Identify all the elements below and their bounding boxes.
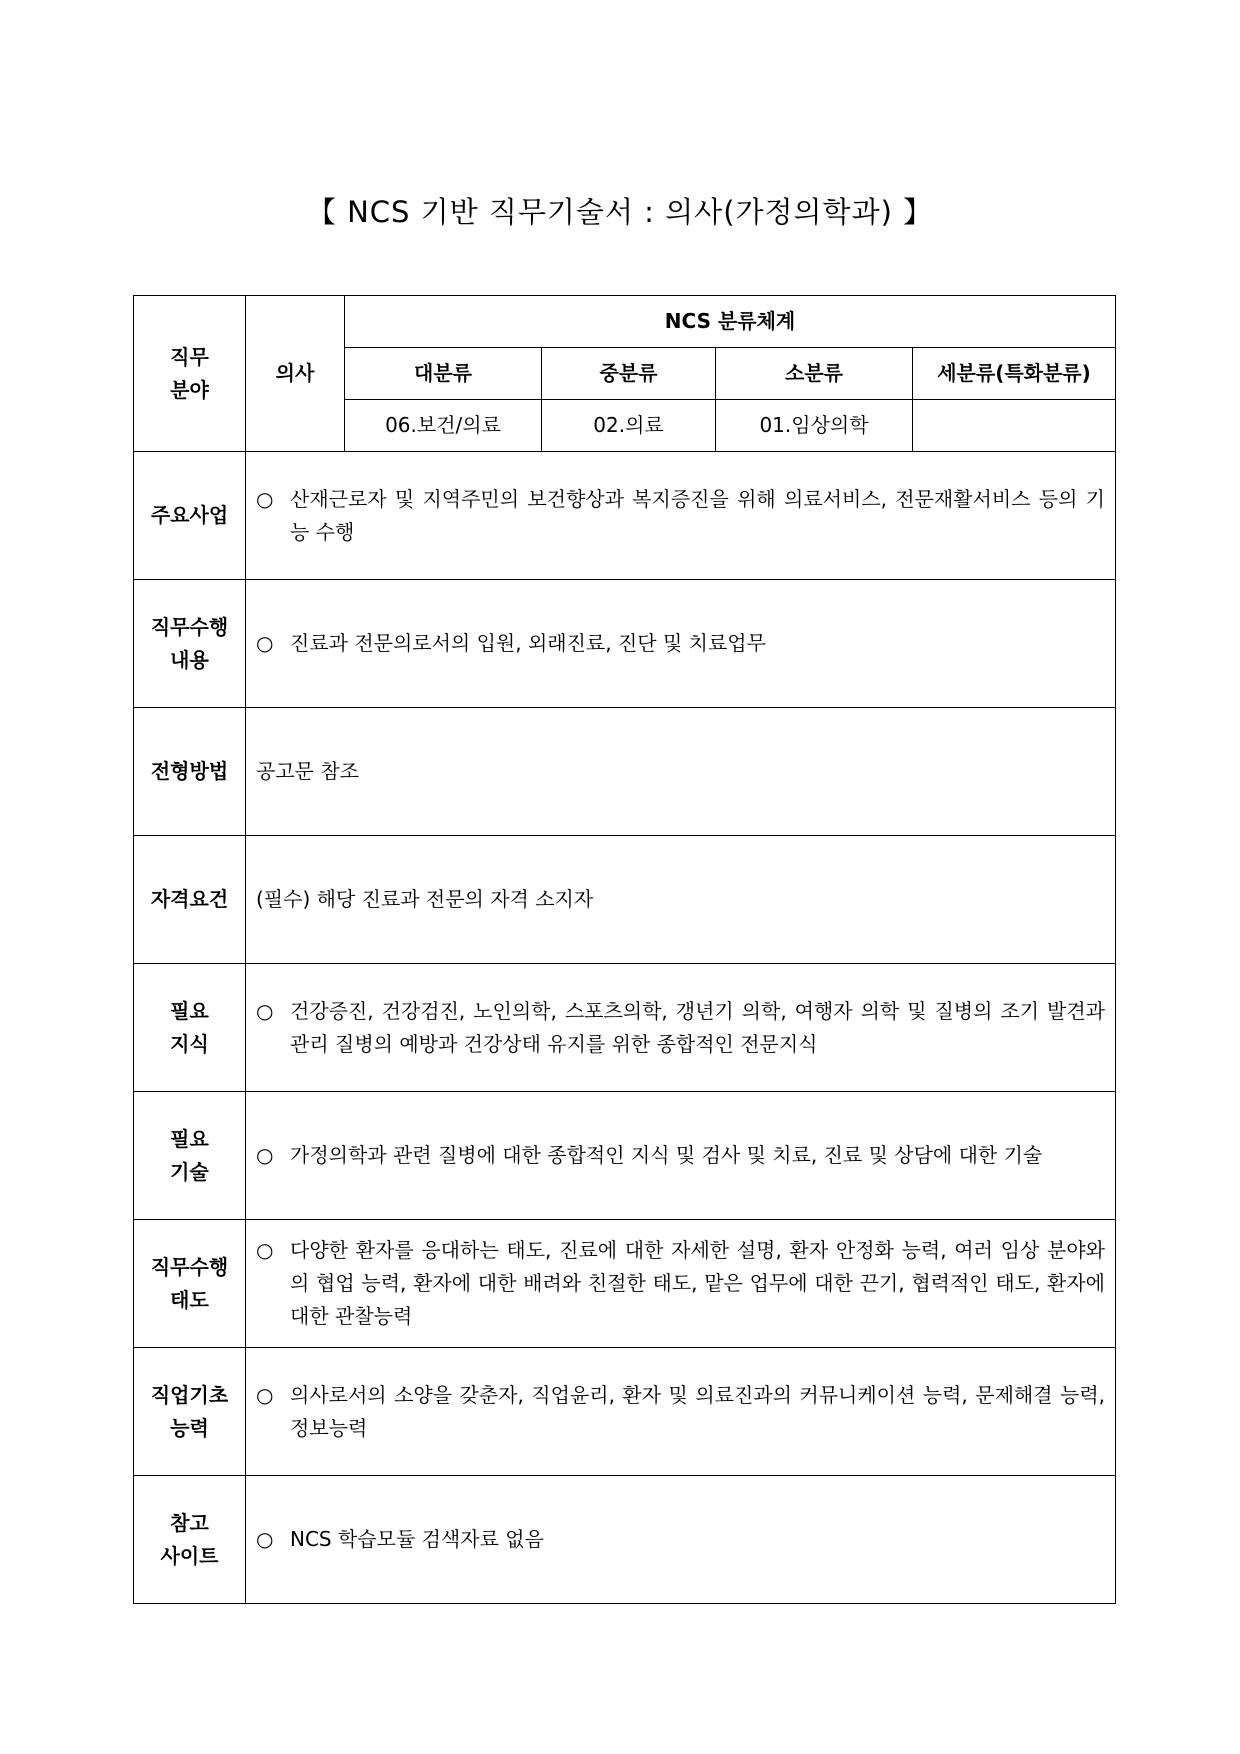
row-label-line: 능력 [170, 1415, 209, 1440]
table-row [134, 1348, 1116, 1476]
row-content [246, 1092, 1116, 1220]
row-label [134, 964, 246, 1092]
row-content [246, 1220, 1116, 1348]
job-field-label [134, 296, 246, 452]
row-label-line: 기술 [170, 1159, 209, 1184]
ncs-value-major: 06.보건/의료 [345, 400, 542, 452]
table-row [134, 580, 1116, 708]
row-content-text: 다양한 환자를 응대하는 태도, 진료에 대한 자세한 설명, 환자 안정화 능력, 여러 임상 분야와의 협업 능력, 환자에 대한 배려와 친절한 태도, 맡은 업무에 대한 끈기, 협력적인 태도, 환자에 대한 관찰능력 [290, 1238, 1105, 1328]
row-label [134, 1348, 246, 1476]
row-label-line: 자격요건 [150, 887, 229, 911]
row-content [246, 452, 1116, 580]
ncs-column-major: 대분류 [345, 348, 542, 400]
circle-bullet-icon: ○ [256, 998, 274, 1023]
row-label-line: 직무수행 [150, 1254, 229, 1279]
row-label [134, 1220, 246, 1348]
circle-bullet-icon: ○ [256, 1238, 274, 1262]
row-label-line: 전형방법 [150, 759, 229, 783]
circle-bullet-icon: ○ [256, 1382, 274, 1407]
row-label-line: 필요 [170, 1126, 209, 1151]
circle-bullet-icon: ○ [256, 631, 274, 655]
row-content-text: 산재근로자 및 지역주민의 보건향상과 복지증진을 위해 의료서비스, 전문재활서비스 등의 기능 수행 [290, 486, 1105, 544]
row-content-text: (필수) 해당 진료과 전문의 자격 소지자 [256, 887, 594, 911]
row-label [134, 580, 246, 708]
row-label [134, 708, 246, 836]
ncs-value-detail [913, 400, 1116, 452]
table-row [134, 708, 1116, 836]
row-label-line: 필요 [170, 998, 209, 1023]
circle-bullet-icon: ○ [256, 1143, 274, 1167]
row-content [246, 964, 1116, 1092]
row-content [246, 708, 1116, 836]
table-row [134, 1220, 1116, 1348]
table-row [134, 1476, 1116, 1604]
row-label [134, 452, 246, 580]
ncs-column-middle: 중분류 [542, 348, 716, 400]
ncs-value-minor: 01.임상의학 [716, 400, 913, 452]
row-label [134, 836, 246, 964]
row-content-text: 공고문 참조 [256, 759, 359, 783]
row-label-line: 태도 [170, 1287, 209, 1312]
row-content-text: 의사로서의 소양을 갖춘자, 직업윤리, 환자 및 의료진과의 커뮤니케이션 능력, 문제해결 능력, 정보능력 [290, 1382, 1105, 1440]
row-label [134, 1092, 246, 1220]
row-content-text: NCS 학습모듈 검색자료 없음 [290, 1527, 544, 1551]
row-content [246, 580, 1116, 708]
ncs-column-minor: 소분류 [716, 348, 913, 400]
row-content [246, 836, 1116, 964]
job-description-table [133, 295, 1116, 1604]
row-label-line: 내용 [170, 647, 209, 672]
document-title: 【 NCS 기반 직무기술서 : 의사(가정의학과) 】 [306, 195, 934, 229]
row-label-line: 주요사업 [150, 503, 229, 527]
circle-bullet-icon: ○ [256, 486, 274, 511]
row-content-text: 진료과 전문의로서의 입원, 외래진료, 진단 및 치료업무 [290, 631, 766, 655]
job-field-value: 의사 [246, 296, 345, 452]
table-row [134, 836, 1116, 964]
row-content [246, 1348, 1116, 1476]
row-label-line: 사이트 [160, 1543, 219, 1568]
ncs-header-row [134, 296, 1116, 348]
ncs-column-detail: 세분류(특화분류) [913, 348, 1116, 400]
row-label-line: 직무수행 [150, 614, 229, 639]
table-row [134, 452, 1116, 580]
job-field-label-line2: 분야 [170, 377, 209, 402]
ncs-classification-header: NCS 분류체계 [345, 296, 1116, 348]
row-content-text: 가정의학과 관련 질병에 대한 종합적인 지식 및 검사 및 치료, 진료 및 상담에 대한 기술 [290, 1143, 1043, 1167]
table-row [134, 1092, 1116, 1220]
row-content [246, 1476, 1116, 1604]
row-content-text: 건강증진, 건강검진, 노인의학, 스포츠의학, 갱년기 의학, 여행자 의학 및 질병의 조기 발견과 관리 질병의 예방과 건강상태 유지를 위한 종합적인 전문지식 [290, 998, 1105, 1056]
row-label-line: 직업기초 [150, 1382, 229, 1407]
table-row [134, 964, 1116, 1092]
row-label-line: 지식 [170, 1031, 209, 1056]
row-label [134, 1476, 246, 1604]
ncs-value-middle: 02.의료 [542, 400, 716, 452]
circle-bullet-icon: ○ [256, 1527, 274, 1551]
job-field-label-line1: 직무 [170, 344, 209, 369]
row-label-line: 참고 [170, 1510, 209, 1535]
